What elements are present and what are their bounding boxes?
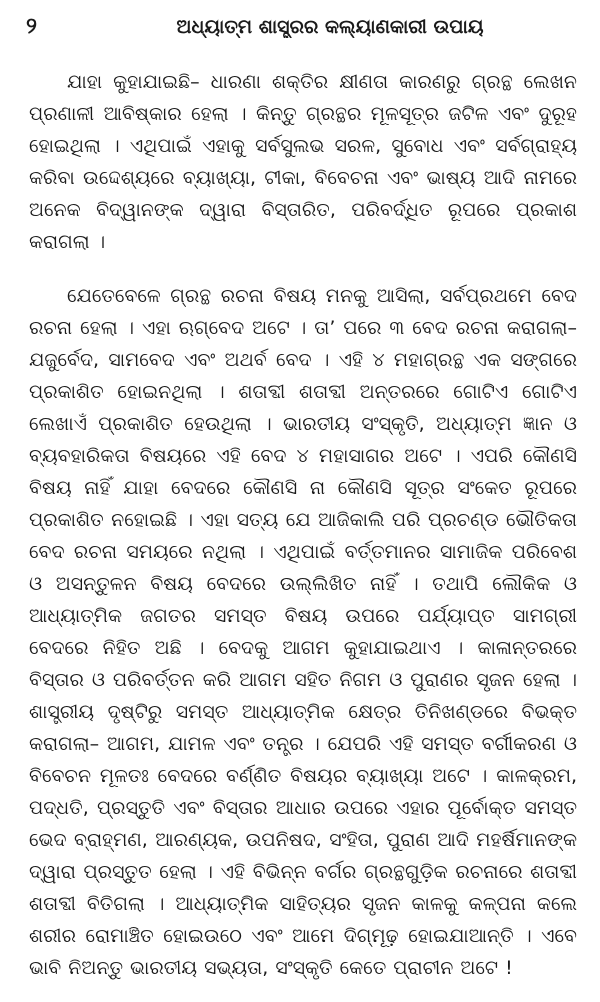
page-number: ୨ <box>26 14 37 39</box>
paragraph: ଯାହା କୁହାଯାଇଛି– ଧାରଣା ଶକ୍ତିର କ୍ଷୀଣତା କାରଣରୁ ଗ୍ରନ୍ଥ ଲେଖନ ପ୍ରଣାଳୀ ଆବିଷ୍କାର ହେଲା । କିନ୍ତୁ ଗ୍ରନ୍ଥର ମୂଳସୂତ୍ର ଜଟିଳ ଏବଂ ଦୁରୂହ ହୋଇଥିଲା । ଏଥିପାଇଁ ଏହାକୁ ସର୍ବସୁଲଭ ସରଳ, ସୁବୋଧ ଏବଂ ସର୍ବଗ୍ରାହ୍ୟ କରିବା ଉଦ୍ଦେଶ୍ୟରେ ବ୍ୟାଖ୍ୟା, ଟୀକା, ବିବେଚନା ଏବଂ ଭାଷ୍ୟ ଆଦି ନାମରେ ଅନେକ ବିଦ୍ୱାନଙ୍କ ଦ୍ୱାରା ବିସ୍ତାରିତ, ପରିବର୍ଦ୍ଧିତ ରୂପରେ ପ୍ରକାଶ କରାଗଲା । <box>29 71 577 253</box>
paragraph: ଯେତେବେଳେ ଗ୍ରନ୍ଥ ରଚନା ବିଷୟ ମନକୁ ଆସିଲା, ସର୍ବପ୍ରଥମେ ବେଦ ରଚନା ହେଲା । ଏହା ଋଗ୍‌ବେଦ ଅଟେ । ତା’ ପରେ ୩ ବେଦ ରଚନା କରାଗଲା– ଯଜୁର୍ବେଦ, ସାମବେଦ ଏବଂ ଅଥର୍ବ ବେଦ । ଏହି ୪ ମହାଗ୍ରନ୍ଥ ଏକ ସଙ୍ଗରେ ପ୍ରକାଶିତ ହୋଇନଥିଲା । ଶତାବ୍ଦୀ ଶତାବ୍ଦୀ ଅନ୍ତରରେ ଗୋଟିଏ ଗୋଟିଏ ଲେଖାଏଁ ପ୍ରକାଶିତ ହେଉଥିଲା । ଭାରତୀୟ ସଂସ୍କୃତି, ଅଧ୍ୟାତ୍ମ ଜ୍ଞାନ ଓ ବ୍ୟବହାରିକତା ବିଷୟରେ ଏହି ବେଦ ୪ ମହାସାଗର ଅଟେ । ଏପରି କୌଣସି ବିଷୟ ନାହିଁ ଯାହା ବେଦରେ କୌଣସି ନା କୌଣସି ସୂତ୍ର ସଂକେତ ରୂପରେ ପ୍ରକାଶିତ ନହୋଇଛି । ଏହା ସତ୍ୟ ଯେ ଆଜିକାଲି ପରି ପ୍ରଚଣ୍ଡ ଭୌତିକତା ବେଦ ରଚନା ସମୟରେ ନଥିଲା । ଏଥିପାଇଁ ବର୍ତ୍ତମାନର ସାମାଜିକ ପରିବେଶ ଓ ଅସନ୍ତୁଳନ ବିଷୟ ବେଦରେ ଉଲ୍ଲିଖିତ ନାହିଁ । ତଥାପି ଲୌକିକ ଓ ଆଧ୍ୟାତ୍ମିକ ଜଗତର ସମସ୍ତ ବିଷୟ ଉପରେ ପର୍ଯ୍ୟାପ୍ତ ସାମଗ୍ରୀ ବେଦରେ ନିହିତ ଅଛି । ବେଦକୁ ଆଗମ କୁହାଯାଇଥାଏ । କାଳାନ୍ତରରେ ବିସ୍ତାର ଓ ପରିବର୍ତ୍ତନ କରି ଆଗମ ସହିତ ନିଗମ ଓ ପୁରାଣର ସୃଜନ ହେଲା । ଶାସ୍ତ୍ରୀୟ ଦୃଷ୍ଟିରୁ ସମସ୍ତ ଆଧ୍ୟାତ୍ମିକ କ୍ଷେତ୍ର ତିନିଖଣ୍ଡରେ ବିଭକ୍ତ କରାଗଲା– ଆଗମ, ଯାମଳ ଏବଂ ତନ୍ତ୍ର । ଯେପରି ଏହି ସମସ୍ତ ବର୍ଗୀକରଣ ଓ ବିବେଚନ ମୂଳତଃ ବେଦରେ ବର୍ଣ୍ଣିତ ବିଷୟର ବ୍ୟାଖ୍ୟା ଅଟେ । କାଳକ୍ରମ, ପଦ୍ଧତି, ପ୍ରସ୍ତୁତି ଏବଂ ବିସ୍ତାର ଆଧାର ଉପରେ ଏହାର ପୂର୍ବୋକ୍ତ ସମସ୍ତ ଭେଦ ବ୍ରାହ୍ମଣ, ଆରଣ୍ୟକ, ଉପନିଷଦ, ସଂହିତା, ପୁରାଣ ଆଦି ମହର୍ଷିମାନଙ୍କ ଦ୍ୱାରା ପ୍ରସ୍ତୁତ ହେଲା । ଏହି ବିଭିନ୍ନ ବର୍ଗର ଗ୍ରନ୍ଥଗୁଡ଼ିକ ରଚନାରେ ଶତାବ୍ଦୀ ଶତାବ୍ଦୀ ବିତିଗଲା । ଆଧ୍ୟାତ୍ମିକ ସାହିତ୍ୟର ସୃଜନ କାଳକୁ କଳ୍ପନା କଲେ ଶରୀର ରୋମାଞ୍ଚିତ ହୋଇଉଠେ ଏବଂ ଆମେ ଦିଗ୍‌ମୂଢ଼ ହୋଇଯାଆନ୍ତି । ଏବେ ଭାବି ନିଅନ୍ତୁ ଭାରତୀୟ ସଭ୍ୟତା, ସଂସ୍କୃତି କେତେ ପ୍ରାଚୀନ ଅଟେ ! <box>29 285 577 979</box>
page-header <box>0 14 600 48</box>
running-title: ଅଧ୍ୟାତ୍ମ ଶାସ୍ତ୍ରର କଲ୍ୟାଣକାରୀ ଉପାୟ <box>176 16 484 38</box>
body-text <box>29 66 577 984</box>
